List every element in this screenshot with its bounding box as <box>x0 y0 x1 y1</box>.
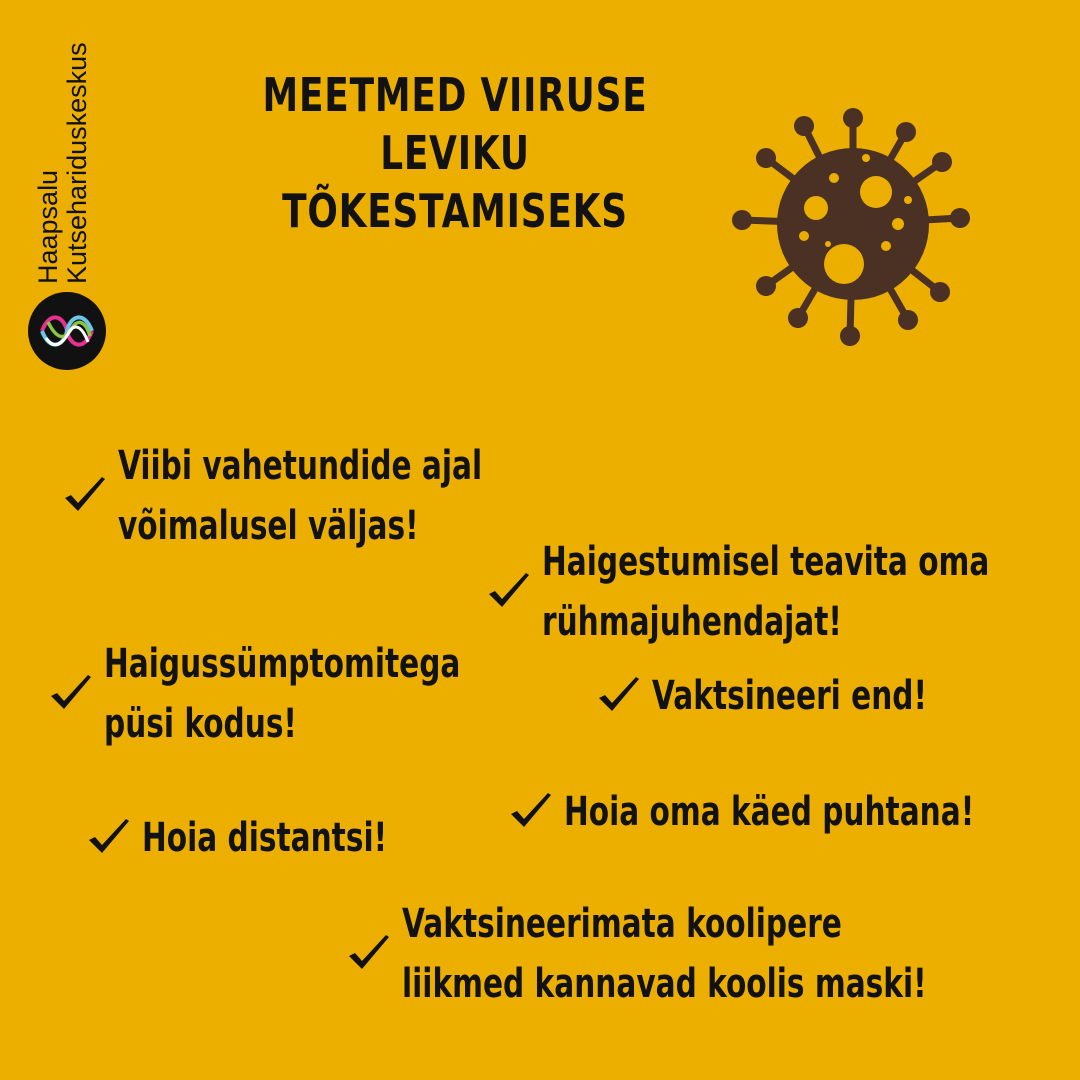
measure-item-4 <box>596 666 1024 726</box>
measure-line: Haigestumisel teavita oma <box>542 539 990 585</box>
brand-logo-icon <box>28 292 106 370</box>
measure-line: Hoia distantsi! <box>142 815 388 861</box>
measure-line: rühmajuhendajat! <box>542 599 842 645</box>
measure-item-7 <box>346 894 1080 1014</box>
brand-name-line2: Kutsehariduskeskus <box>62 42 92 284</box>
title-line1: MEETMED VIIRUSE <box>262 68 648 122</box>
measure-text <box>104 634 460 754</box>
measure-item-6 <box>86 808 473 868</box>
measure-item-5 <box>508 782 1080 842</box>
virus-icon <box>728 96 978 352</box>
measure-item-3 <box>48 634 586 754</box>
checkmark-icon <box>508 789 554 835</box>
measure-line: Vaktsineerimata koolipere <box>402 901 842 947</box>
measure-line: Vaktsineeri end! <box>652 673 927 719</box>
measure-line: liikmed kannavad koolis maski! <box>402 961 927 1007</box>
measure-line: Hoia oma käed puhtana! <box>564 789 975 835</box>
measure-text <box>142 808 387 868</box>
measure-text <box>652 666 927 726</box>
measure-line: Viibi vahetundide ajal <box>118 443 483 489</box>
measure-line: võimalusel väljas! <box>118 503 419 549</box>
measure-line: Haigussümptomitega <box>104 641 461 687</box>
measure-text <box>542 532 989 652</box>
page-title <box>217 66 693 240</box>
brand-name <box>34 42 92 284</box>
measure-line: püsi kodus! <box>104 701 297 747</box>
measure-text <box>118 436 482 556</box>
checkmark-icon <box>346 931 392 977</box>
title-line2: LEVIKU TÕKESTAMISEKS <box>282 126 628 238</box>
checkmark-icon <box>596 673 642 719</box>
brand <box>28 22 108 372</box>
measure-text <box>564 782 974 842</box>
checkmark-icon <box>48 671 94 717</box>
checkmark-icon <box>86 815 132 861</box>
checkmark-icon <box>486 569 532 615</box>
brand-name-line1: Haapsalu <box>33 169 63 284</box>
checkmark-icon <box>62 473 108 519</box>
measure-text <box>402 894 927 1014</box>
